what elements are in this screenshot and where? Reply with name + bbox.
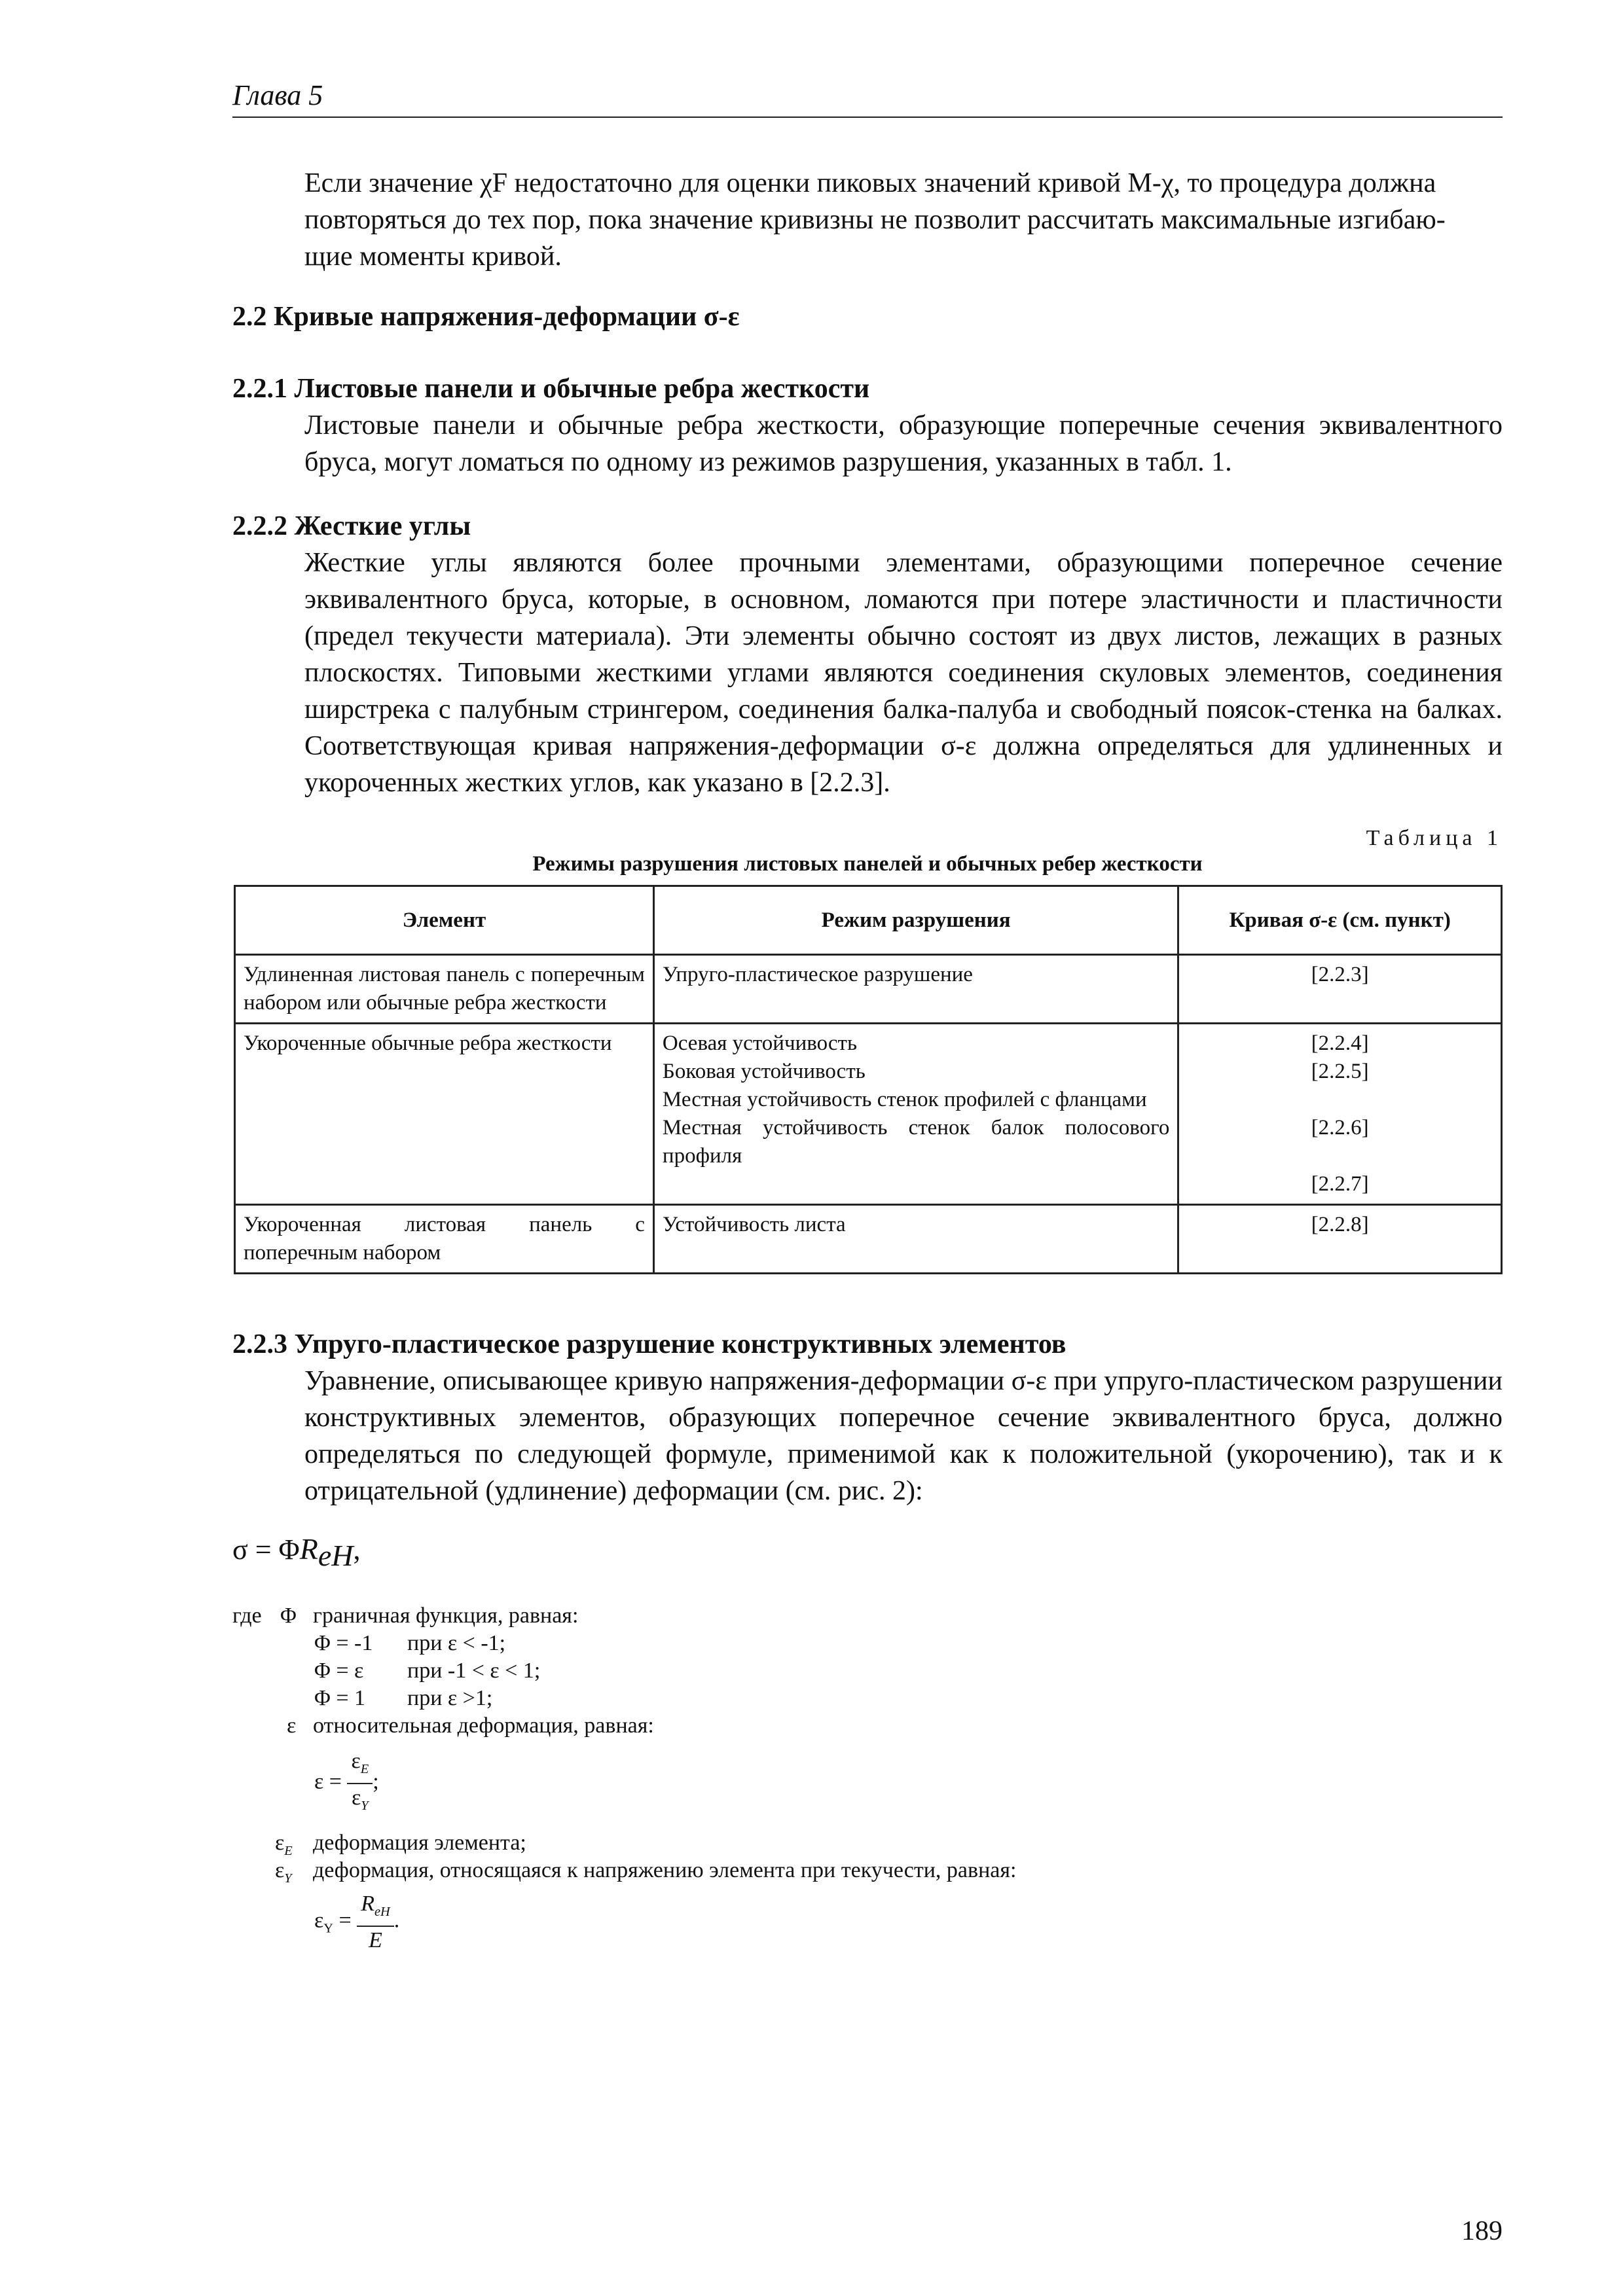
epsilon-fraction: $\frac{\varepsilon_E}{\varepsilon_Y}$ bbox=[347, 1748, 373, 1820]
table-cell-element: Укороченная листовая панель с поперечным набором bbox=[235, 1205, 654, 1274]
phi-case-2-cond: при -1 < ε < 1; bbox=[407, 1659, 541, 1683]
table-header-curve: Кривая σ-ε (см. пункт) bbox=[1178, 886, 1502, 955]
phi-case-2-lhs: Φ = ε bbox=[314, 1659, 364, 1683]
table-row bbox=[235, 1205, 1502, 1274]
section-2-2-3-text: Уравнение, описывающее кривую напряжения-деформации σ-ε при упруго-пластическом разрушении конструктивных элементов, образующих поперечное сечение эквивалентного бруса, должно определяться по следующей формуле, применимой как к положительной (укорочению), так и к отрицательной (удлинение) деформации (см. рис. 2): bbox=[304, 1366, 1503, 1506]
mode-item: Местная устойчивость стенок балок полосового профиля bbox=[662, 1116, 1170, 1168]
mode-item: Местная устойчивость стенок профилей с фланцами bbox=[662, 1088, 1147, 1111]
section-2-2-3-heading: 2.2.3 Упруго-пластическое разрушение конструктивных элементов bbox=[232, 1329, 1067, 1359]
mode-item: Осевая устойчивость bbox=[662, 1031, 858, 1055]
epsilon-y-fraction: $\frac{R_{eH}}{E}$ bbox=[357, 1890, 394, 1954]
table-cell-mode bbox=[653, 955, 1178, 1024]
table-cell-element: Удлиненная листовая панель с поперечным набором или обычные ребра жесткости bbox=[235, 955, 654, 1024]
phi-case-3-cond: при ε >1; bbox=[407, 1686, 493, 1710]
mode-item: Упруго-пластическое разрушение bbox=[662, 963, 973, 986]
table-row bbox=[235, 1024, 1502, 1205]
table-cell-mode bbox=[653, 1205, 1178, 1274]
section-2-2-2-heading: 2.2.2 Жесткие углы bbox=[232, 511, 471, 541]
table-header-mode: Режим разрушения bbox=[653, 886, 1178, 955]
table-cell-ref bbox=[1178, 1205, 1502, 1274]
section-2-2-2-text: Жесткие углы являются более прочными элементами, образующими поперечное сечение эквивалентного бруса, которые, в основном, ломаются при потере эластичности и пластичности (предел текучести материала). Эти элементы обычно состоят из двух листов, лежащих в разных плоскостях. Типовыми жесткими углами являются соединения скуловых элементов, соединения ширстрека с палубным стрингером, соединения балка-палуба и свободный поясок-стенка на балках. Соответствующая кривая напряжения-деформации σ-ε должна определяться для удлиненных и укороченных жестких углов, как указано в [2.2.3]. bbox=[304, 548, 1503, 798]
phi-case-1-cond: при ε < -1; bbox=[407, 1631, 506, 1655]
where-label: где bbox=[232, 1604, 262, 1628]
failure-modes-table bbox=[234, 885, 1503, 1274]
mode-item: Боковая устойчивость bbox=[662, 1060, 866, 1083]
table-header-row bbox=[235, 886, 1502, 955]
intro-line-2: повторяться до тех пор, пока значение кривизны не позволит рассчитать максимальные изгибаю- bbox=[304, 205, 1446, 235]
page-number: 189 bbox=[1461, 2216, 1503, 2246]
epsilon-y-description: деформация, относящаяся к напряжению элемента при текучести, равная: bbox=[313, 1858, 1017, 1882]
chapter-header: Глава 5 bbox=[232, 79, 323, 111]
ref-item: [2.2.5] bbox=[1311, 1060, 1369, 1083]
epsilon-e-symbol: $\varepsilon_E$ bbox=[275, 1831, 293, 1858]
epsilon-y-formula: $\varepsilon_Y$ = $\frac{R_{eH}}{E}$ . bbox=[314, 1890, 399, 1954]
phi-case-3-lhs: Φ = 1 bbox=[314, 1686, 366, 1710]
table-cell-mode bbox=[653, 1024, 1178, 1205]
epsilon-formula: ε = $\frac{\varepsilon_E}{\varepsilon_Y}$ ; bbox=[314, 1748, 379, 1820]
ref-item: [2.2.4] bbox=[1311, 1031, 1369, 1055]
intro-line-1: Если значение χF недостаточно для оценки пиковых значений кривой M-χ, то процедура должна bbox=[304, 168, 1436, 198]
table-label: Таблица 1 bbox=[1366, 826, 1503, 850]
mode-item: Устойчивость листа bbox=[662, 1213, 846, 1236]
epsilon-e-description: деформация элемента; bbox=[313, 1831, 526, 1855]
phi-case-1-lhs: Φ = -1 bbox=[314, 1631, 373, 1655]
section-2-2-1-text: Листовые панели и обычные ребра жесткости, образующие поперечные сечения эквивалентного бруса, могут ломаться по одному из режимов разрушения, указанных в табл. 1. bbox=[304, 410, 1503, 477]
section-2-2-1-heading: 2.2.1 Листовые панели и обычные ребра жесткости bbox=[232, 374, 870, 404]
epsilon-description: относительная деформация, равная: bbox=[313, 1713, 654, 1738]
table-title: Режимы разрушения листовых панелей и обычных ребер жесткости bbox=[532, 852, 1203, 876]
table-cell-ref bbox=[1178, 1024, 1502, 1205]
table-row bbox=[235, 955, 1502, 1024]
phi-description: граничная функция, равная: bbox=[313, 1604, 579, 1628]
intro-line-3: щие моменты кривой. bbox=[304, 242, 562, 272]
header-rule bbox=[232, 117, 1503, 118]
table-cell-element: Укороченные обычные ребра жесткости bbox=[235, 1024, 654, 1205]
phi-symbol: Φ bbox=[280, 1604, 297, 1628]
epsilon-y-symbol: $\varepsilon_Y$ bbox=[275, 1858, 292, 1886]
ref-item: [2.2.3] bbox=[1311, 963, 1369, 986]
intro-paragraph bbox=[304, 165, 1503, 275]
ref-item: [2.2.8] bbox=[1311, 1213, 1369, 1236]
epsilon-symbol: ε bbox=[287, 1713, 297, 1738]
table-header-element: Элемент bbox=[235, 886, 654, 955]
main-formula: $\sigma = \Phi R_{eH}$, bbox=[232, 1532, 361, 1572]
table-cell-ref bbox=[1178, 955, 1502, 1024]
section-2-2-heading: 2.2 Кривые напряжения-деформации σ-ε bbox=[232, 302, 740, 332]
ref-item: [2.2.6] bbox=[1311, 1116, 1369, 1139]
ref-item: [2.2.7] bbox=[1311, 1172, 1369, 1196]
